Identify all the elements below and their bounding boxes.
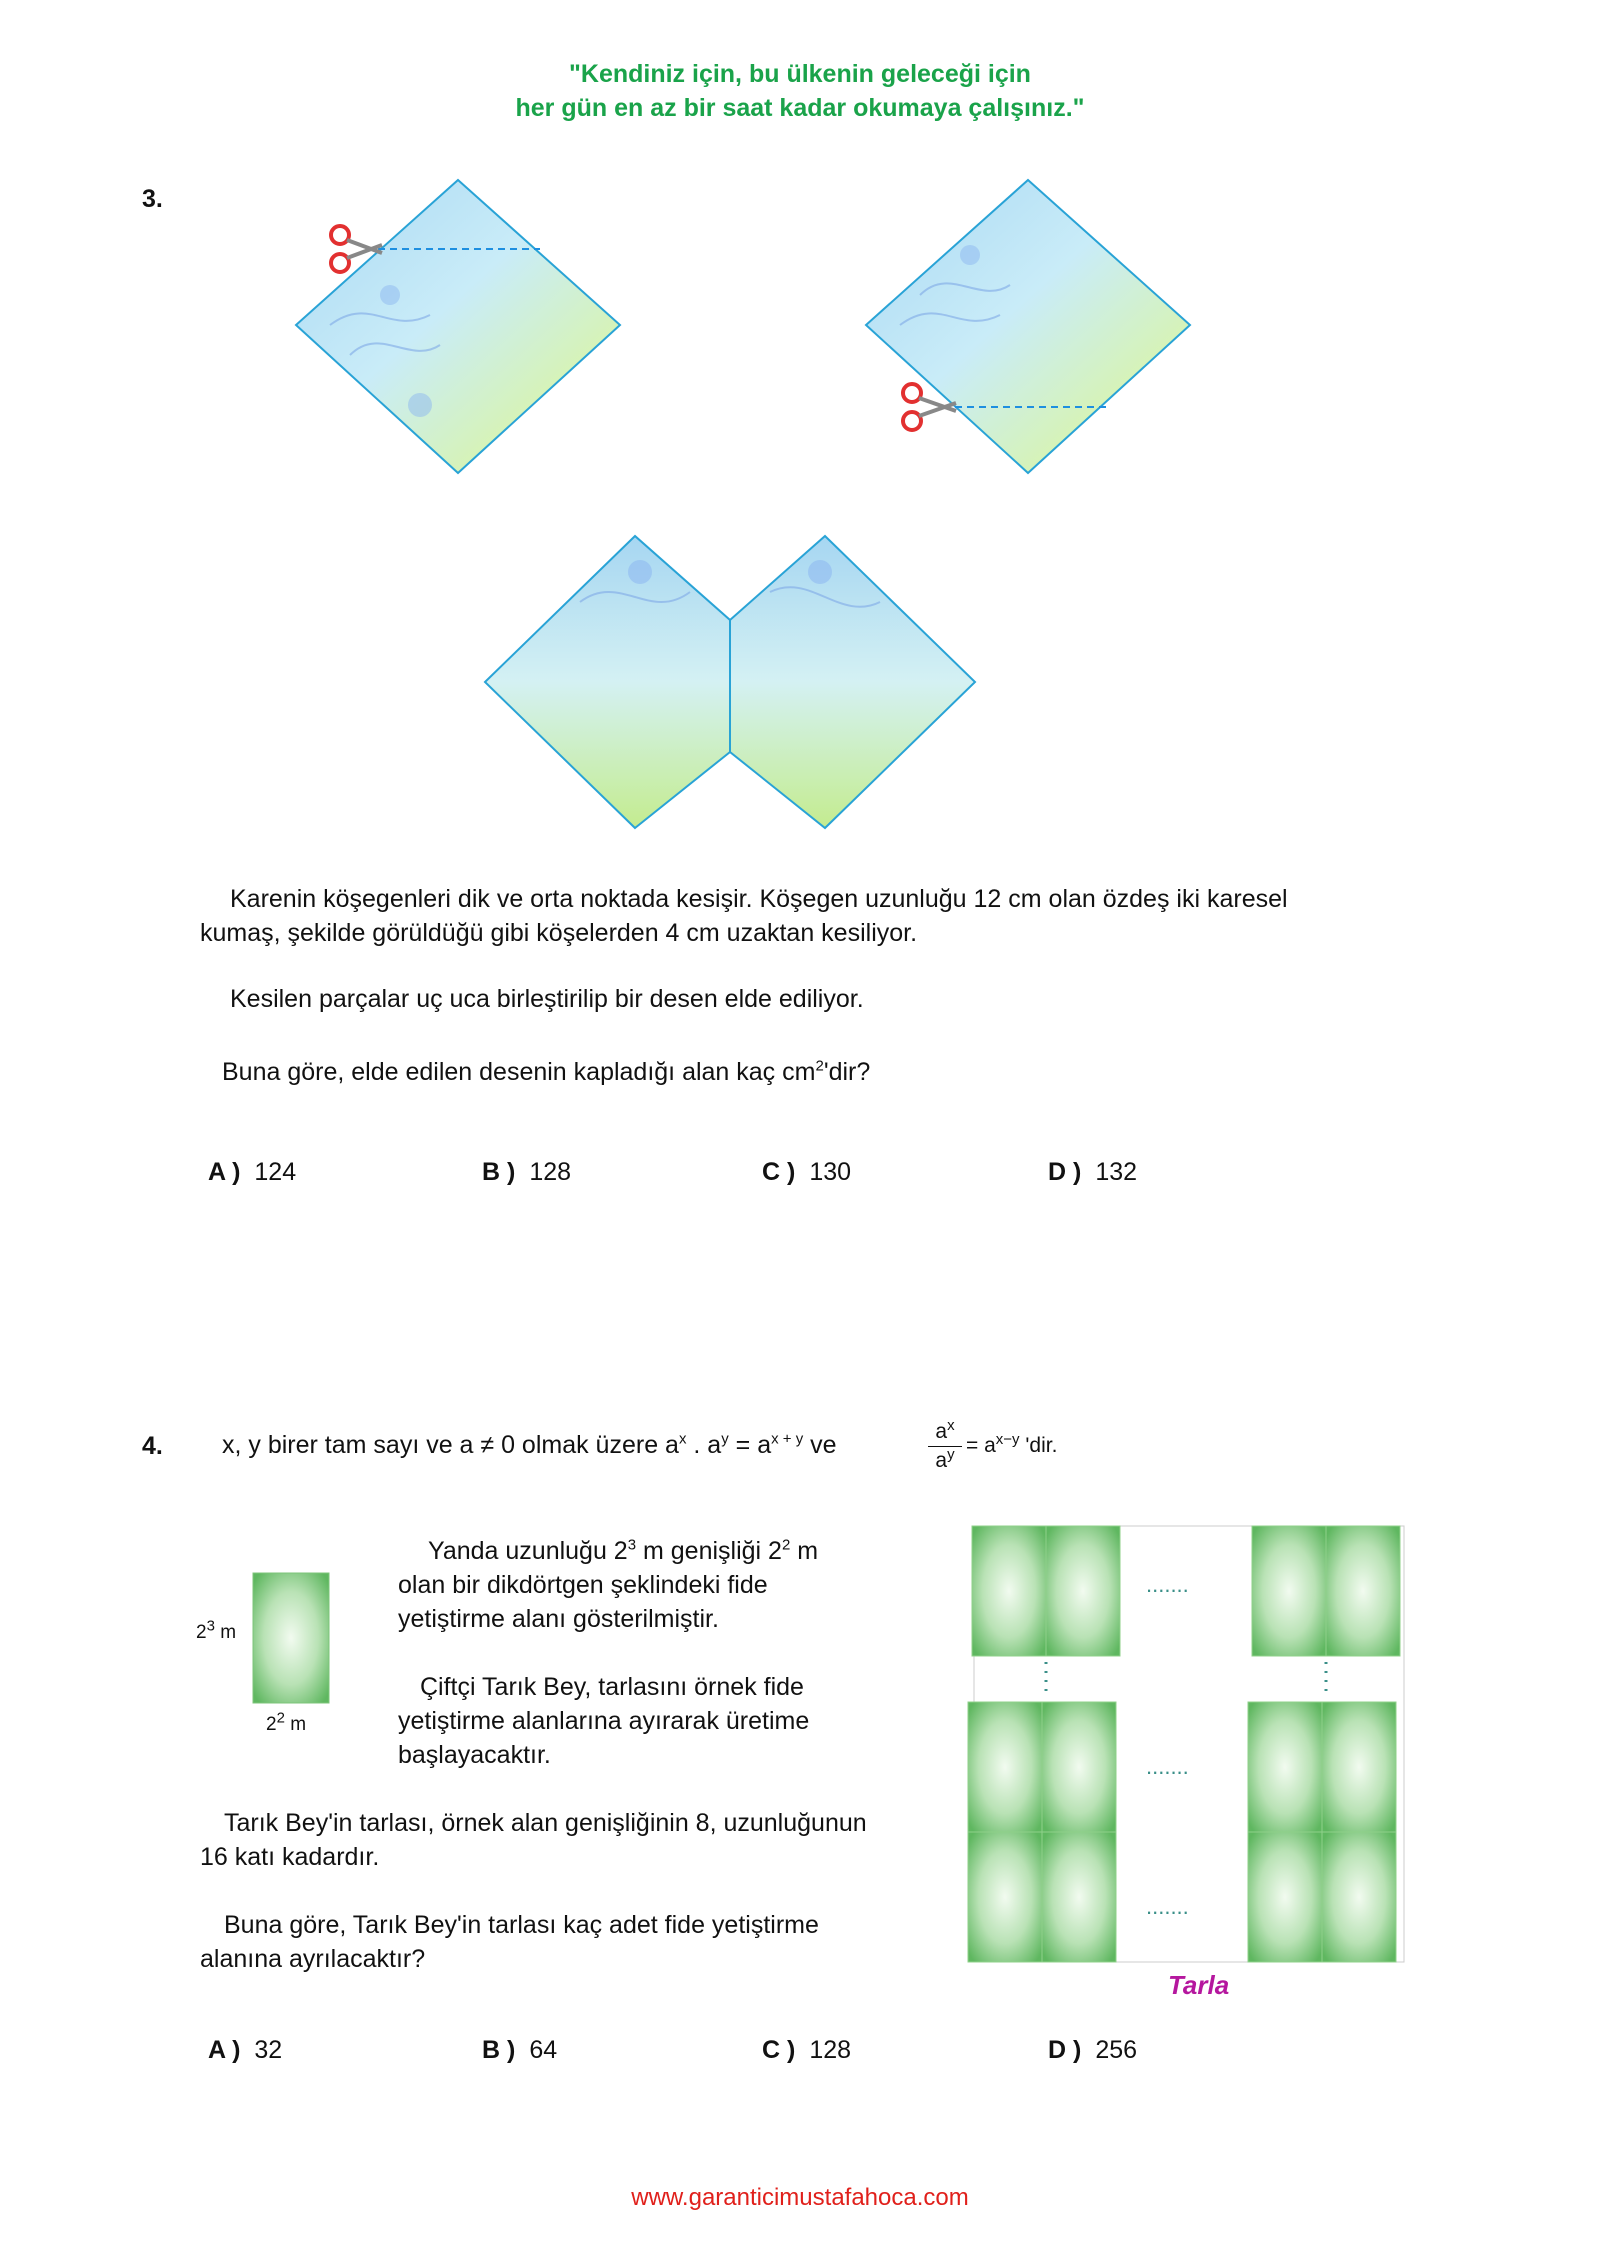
- rhs-base: a: [984, 1434, 996, 1457]
- side-exponent-1: 3: [627, 1536, 637, 1554]
- q4-option-c[interactable]: [762, 2036, 851, 2065]
- flower-decoration: [628, 560, 652, 584]
- field-tile: [1248, 1702, 1322, 1832]
- field-tile: [972, 1526, 1046, 1656]
- q3-paragraph-2: Kesilen parçalar uç uca birleştirilip bir desen elde ediliyor.: [230, 985, 864, 1013]
- option-letter: D ): [1048, 1158, 1082, 1186]
- q4-paragraph-3-line-2: 16 katı kadardır.: [200, 1843, 380, 1871]
- exponent-y: y: [721, 1430, 729, 1448]
- motto-line-2: her gün en az bir saat kadar okumaya çalışınız.": [515, 94, 1085, 122]
- q4-rule-statement: [222, 1428, 837, 1462]
- flower-decoration: [408, 393, 432, 417]
- q4-side-p1-line-2: olan bir dikdörtgen şeklindeki fide: [398, 1571, 768, 1599]
- q3-paragraph-1-line-1: Karenin köşegenleri dik ve orta noktada kesişir. Köşegen uzunluğu 12 cm olan özdeş iki karesel: [230, 885, 1288, 913]
- option-letter: B ): [482, 2036, 516, 2064]
- field-tile: [968, 1702, 1042, 1832]
- flower-decoration: [808, 560, 832, 584]
- q3-question: [222, 1055, 870, 1089]
- fraction: [928, 1417, 962, 1473]
- numerator-exponent: x: [947, 1417, 955, 1434]
- exponent-x-plus-y: x + y: [771, 1430, 804, 1448]
- question-4-number: 4.: [142, 1432, 163, 1460]
- flower-decoration: [380, 285, 400, 305]
- width-base: 2: [266, 1714, 277, 1735]
- cut-square-figure-2: [860, 175, 1200, 480]
- option-value: 64: [529, 2036, 558, 2064]
- q3-option-a[interactable]: [208, 1158, 296, 1187]
- equals-sign: =: [966, 1434, 979, 1457]
- rule-dot: . a: [686, 1431, 722, 1459]
- option-letter: D ): [1048, 2036, 1082, 2064]
- field-tile: [1322, 1702, 1396, 1832]
- rule-and: ve: [803, 1431, 837, 1459]
- motto-line-1: "Kendiniz için, bu ülkenin geleceği için: [569, 60, 1031, 88]
- sample-field-rectangle: [252, 1572, 332, 1706]
- q3-question-suffix: 'dir?: [823, 1058, 871, 1086]
- width-exponent: 2: [276, 1709, 285, 1727]
- field-tile: [1322, 1832, 1396, 1962]
- pattern-piece-left: [485, 536, 730, 828]
- denominator-base: a: [935, 1449, 948, 1472]
- field-tiling-figure: [966, 1524, 1408, 1964]
- option-letter: A ): [208, 2036, 241, 2064]
- q3-option-b[interactable]: [482, 1158, 571, 1187]
- width-unit: m: [284, 1714, 307, 1735]
- option-letter: B ): [482, 1158, 516, 1186]
- pattern-piece-right: [730, 536, 975, 828]
- question-3-number: 3.: [142, 185, 163, 213]
- q4-side-p2-line-1: Çiftçi Tarık Bey, tarlasını örnek fide: [420, 1673, 804, 1701]
- field-tile: [1042, 1832, 1116, 1962]
- field-label: Tarla: [1168, 1970, 1230, 2000]
- fraction-denominator: [928, 1447, 962, 1473]
- rule-equals: = a: [728, 1431, 772, 1459]
- horizontal-ellipsis-3: .......: [1146, 1894, 1189, 1919]
- fraction-rhs: [966, 1431, 1058, 1458]
- q4-paragraph-3-line-1: Tarık Bey'in tarlası, örnek alan genişliğinin 8, uzunluğunun: [224, 1809, 867, 1837]
- sample-length-label: [196, 1617, 237, 1644]
- option-letter: C ): [762, 1158, 796, 1186]
- denominator-exponent: y: [947, 1446, 955, 1463]
- q3-question-exponent: 2: [815, 1057, 824, 1075]
- option-letter: A ): [208, 1158, 241, 1186]
- combined-pattern-figure: [480, 532, 980, 834]
- footer-website-link[interactable]: www.garanticimustafahoca.com: [631, 2184, 969, 2211]
- option-value: 128: [529, 1158, 572, 1186]
- q4-option-b[interactable]: [482, 2036, 557, 2065]
- side-exponent-2: 2: [781, 1536, 791, 1554]
- horizontal-ellipsis-2: .......: [1146, 1754, 1189, 1779]
- side-text: m genişliği 2: [636, 1537, 782, 1565]
- option-value: 130: [809, 1158, 852, 1186]
- field-tile: [1248, 1832, 1322, 1962]
- rhs-exponent: x−y: [995, 1431, 1020, 1448]
- option-value: 256: [1095, 2036, 1138, 2064]
- q3-paragraph-1-line-2: kumaş, şekilde görüldüğü gibi köşelerden 4 cm uzaktan kesiliyor.: [200, 919, 918, 947]
- option-letter: C ): [762, 2036, 796, 2064]
- length-exponent: 3: [206, 1617, 215, 1635]
- horizontal-ellipsis-1: .......: [1146, 1572, 1189, 1597]
- q4-side-p1-line-3: yetiştirme alanı gösterilmiştir.: [398, 1605, 719, 1633]
- option-value: 124: [254, 1158, 297, 1186]
- rhs-suffix: 'dir.: [1019, 1434, 1058, 1457]
- q3-option-c[interactable]: [762, 1158, 851, 1187]
- cut-square-figure-1: [290, 175, 630, 480]
- q4-side-p2-line-3: başlayacaktır.: [398, 1741, 551, 1769]
- exponent-x: x: [678, 1430, 687, 1448]
- sample-width-label: [266, 1709, 307, 1736]
- field-tile: [1046, 1526, 1120, 1656]
- q4-option-a[interactable]: [208, 2036, 282, 2065]
- side-text: m: [790, 1537, 819, 1565]
- field-tile: [1326, 1526, 1400, 1656]
- square-fabric-1: [296, 180, 620, 473]
- side-text: Yanda uzunluğu 2: [428, 1537, 628, 1565]
- flower-decoration: [960, 245, 980, 265]
- q3-option-d[interactable]: [1048, 1158, 1137, 1187]
- rule-text: x, y birer tam sayı ve a ≠ 0 olmak üzere a: [222, 1431, 679, 1459]
- q4-option-d[interactable]: [1048, 2036, 1137, 2065]
- q4-question-line-2: alanına ayrılacaktır?: [200, 1945, 426, 1973]
- q4-question-line-1: Buna göre, Tarık Bey'in tarlası kaç adet fide yetiştirme: [224, 1911, 819, 1939]
- field-tile: [1042, 1702, 1116, 1832]
- q4-side-p1-line-1: [428, 1534, 818, 1568]
- q4-side-p2-line-2: yetiştirme alanlarına ayırarak üretime: [398, 1707, 810, 1735]
- option-value: 132: [1095, 1158, 1138, 1186]
- field-tile: [968, 1832, 1042, 1962]
- length-unit: m: [214, 1622, 237, 1643]
- length-base: 2: [196, 1622, 207, 1643]
- fraction-numerator: [928, 1417, 962, 1447]
- option-value: 32: [254, 2036, 283, 2064]
- option-value: 128: [809, 2036, 852, 2064]
- field-tile: [1252, 1526, 1326, 1656]
- numerator-base: a: [935, 1420, 948, 1443]
- q3-question-text: Buna göre, elde edilen desenin kapladığı alan kaç cm: [222, 1058, 816, 1086]
